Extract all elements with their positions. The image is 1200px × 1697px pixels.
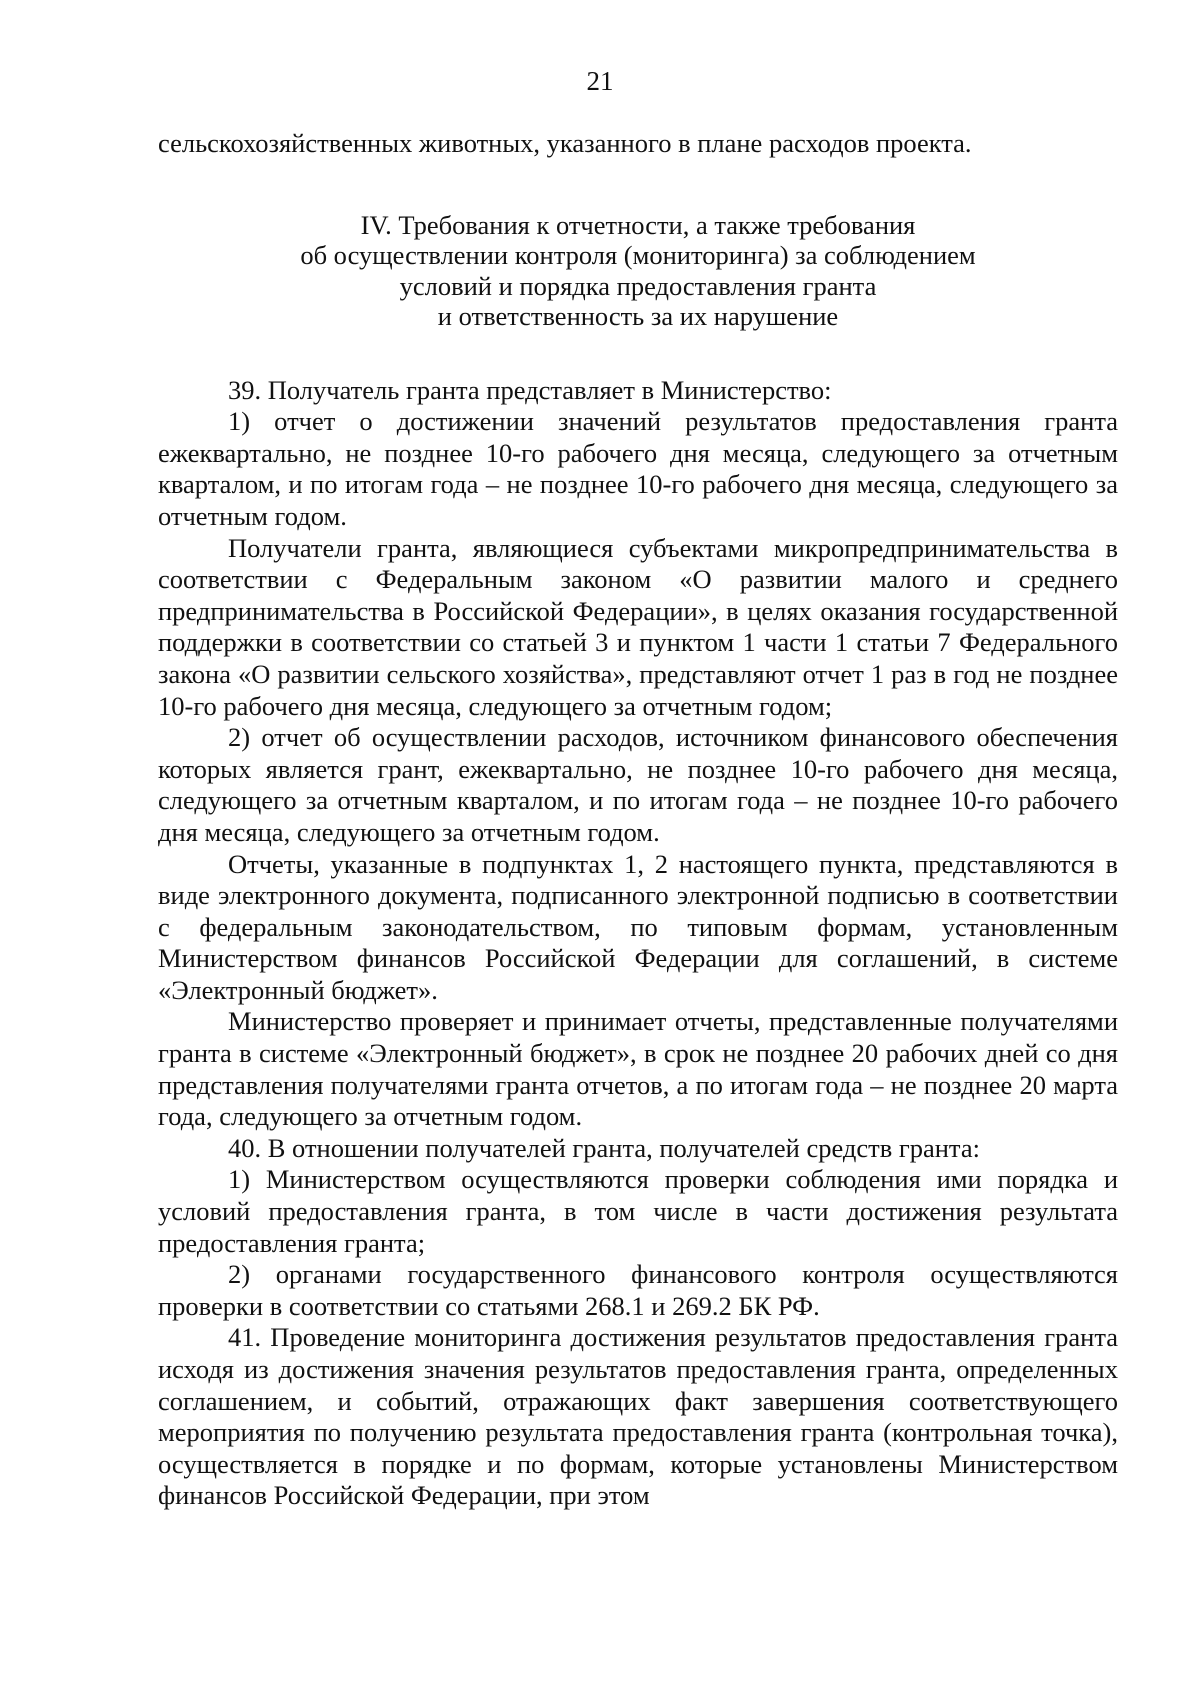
paragraph-39-item-1: 1) отчет о достижении значений результатов предоставления гранта ежеквартально, не позднее 10-го рабочего дня месяца, следующего за отчетным кварталом, и по итогам года – не позднее 10-го рабочего дня месяца, следующего за отчетным годом.: [158, 406, 1118, 531]
section-heading-line: и ответственность за их нарушение: [437, 301, 839, 332]
section-heading: [158, 210, 1118, 332]
paragraph-39: 39. Получатель гранта представляет в Министерство:: [228, 374, 832, 405]
paragraph-39-ministry-check: Министерство проверяет и принимает отчеты, представленные получателями гранта в системе «Электронный бюджет», в срок не позднее 20 рабочих дней со дня представления получателями гранта отчетов, а по итогам года – не позднее 20 марта года, следующего за отчетным годом.: [158, 1006, 1118, 1132]
section-heading-line: IV. Требования к отчетности, а также требования: [360, 209, 916, 240]
document-body: [158, 128, 1118, 1512]
carry-over-text: сельскохозяйственных животных, указанного в плане расходов проекта.: [158, 128, 972, 158]
page-number: 21: [586, 66, 614, 96]
paragraph-40-item-2: 2) органами государственного финансового контроля осуществляются проверки в соответствии со статьями 268.1 и 269.2 БК РФ.: [158, 1259, 1118, 1321]
paragraph-39-reports-format: Отчеты, указанные в подпунктах 1, 2 настоящего пункта, представляются в виде электронного документа, подписанного электронной подписью в соответствии с федеральным законодательством, по типовым формам, установленным Министерством финансов Российской Федерации для соглашений, в системе «Электронный бюджет».: [158, 848, 1118, 1005]
paragraph-40: 40. В отношении получателей гранта, получателей средств гранта:: [228, 1132, 980, 1163]
paragraph-40-item-1: 1) Министерством осуществляются проверки соблюдения ими порядка и условий предоставления гранта, в том числе в части достижения результата предоставления гранта;: [158, 1164, 1118, 1258]
paragraph-39-micro-business: Получатели гранта, являющиеся субъектами микропредпринимательства в соответствии с Федеральным законом «О развитии малого и среднего предпринимательства в Российской Федерации», в целях оказания государственной поддержки в соответствии со статьей 3 и пунктом 1 части 1 статьи 7 Федерального закона «О развитии сельского хозяйства», представляют отчет 1 раз в год не позднее 10-го рабочего дня месяца, следующего за отчетным годом;: [158, 532, 1118, 721]
paragraph-39-item-2: 2) отчет об осуществлении расходов, источником финансового обеспечения которых является грант, ежеквартально, не позднее 10-го рабочего дня месяца, следующего за отчетным кварталом, и по итогам года – не позднее 10-го рабочего дня месяца, следующего за отчетным годом.: [158, 722, 1118, 847]
section-heading-line: об осуществлении контроля (мониторинга) за соблюдением: [300, 240, 976, 271]
paragraph-41: 41. Проведение мониторинга достижения результатов предоставления гранта исходя из достижения значения результатов предоставления гранта, определенных соглашением, и событий, отражающих факт завершения соответствующего мероприятия по получению результата предоставления гранта (контрольная точка), осуществляется в порядке и по формам, которые установлены Министерством финансов Российской Федерации, при этом: [158, 1322, 1118, 1511]
section-heading-line: условий и порядка предоставления гранта: [399, 270, 877, 301]
